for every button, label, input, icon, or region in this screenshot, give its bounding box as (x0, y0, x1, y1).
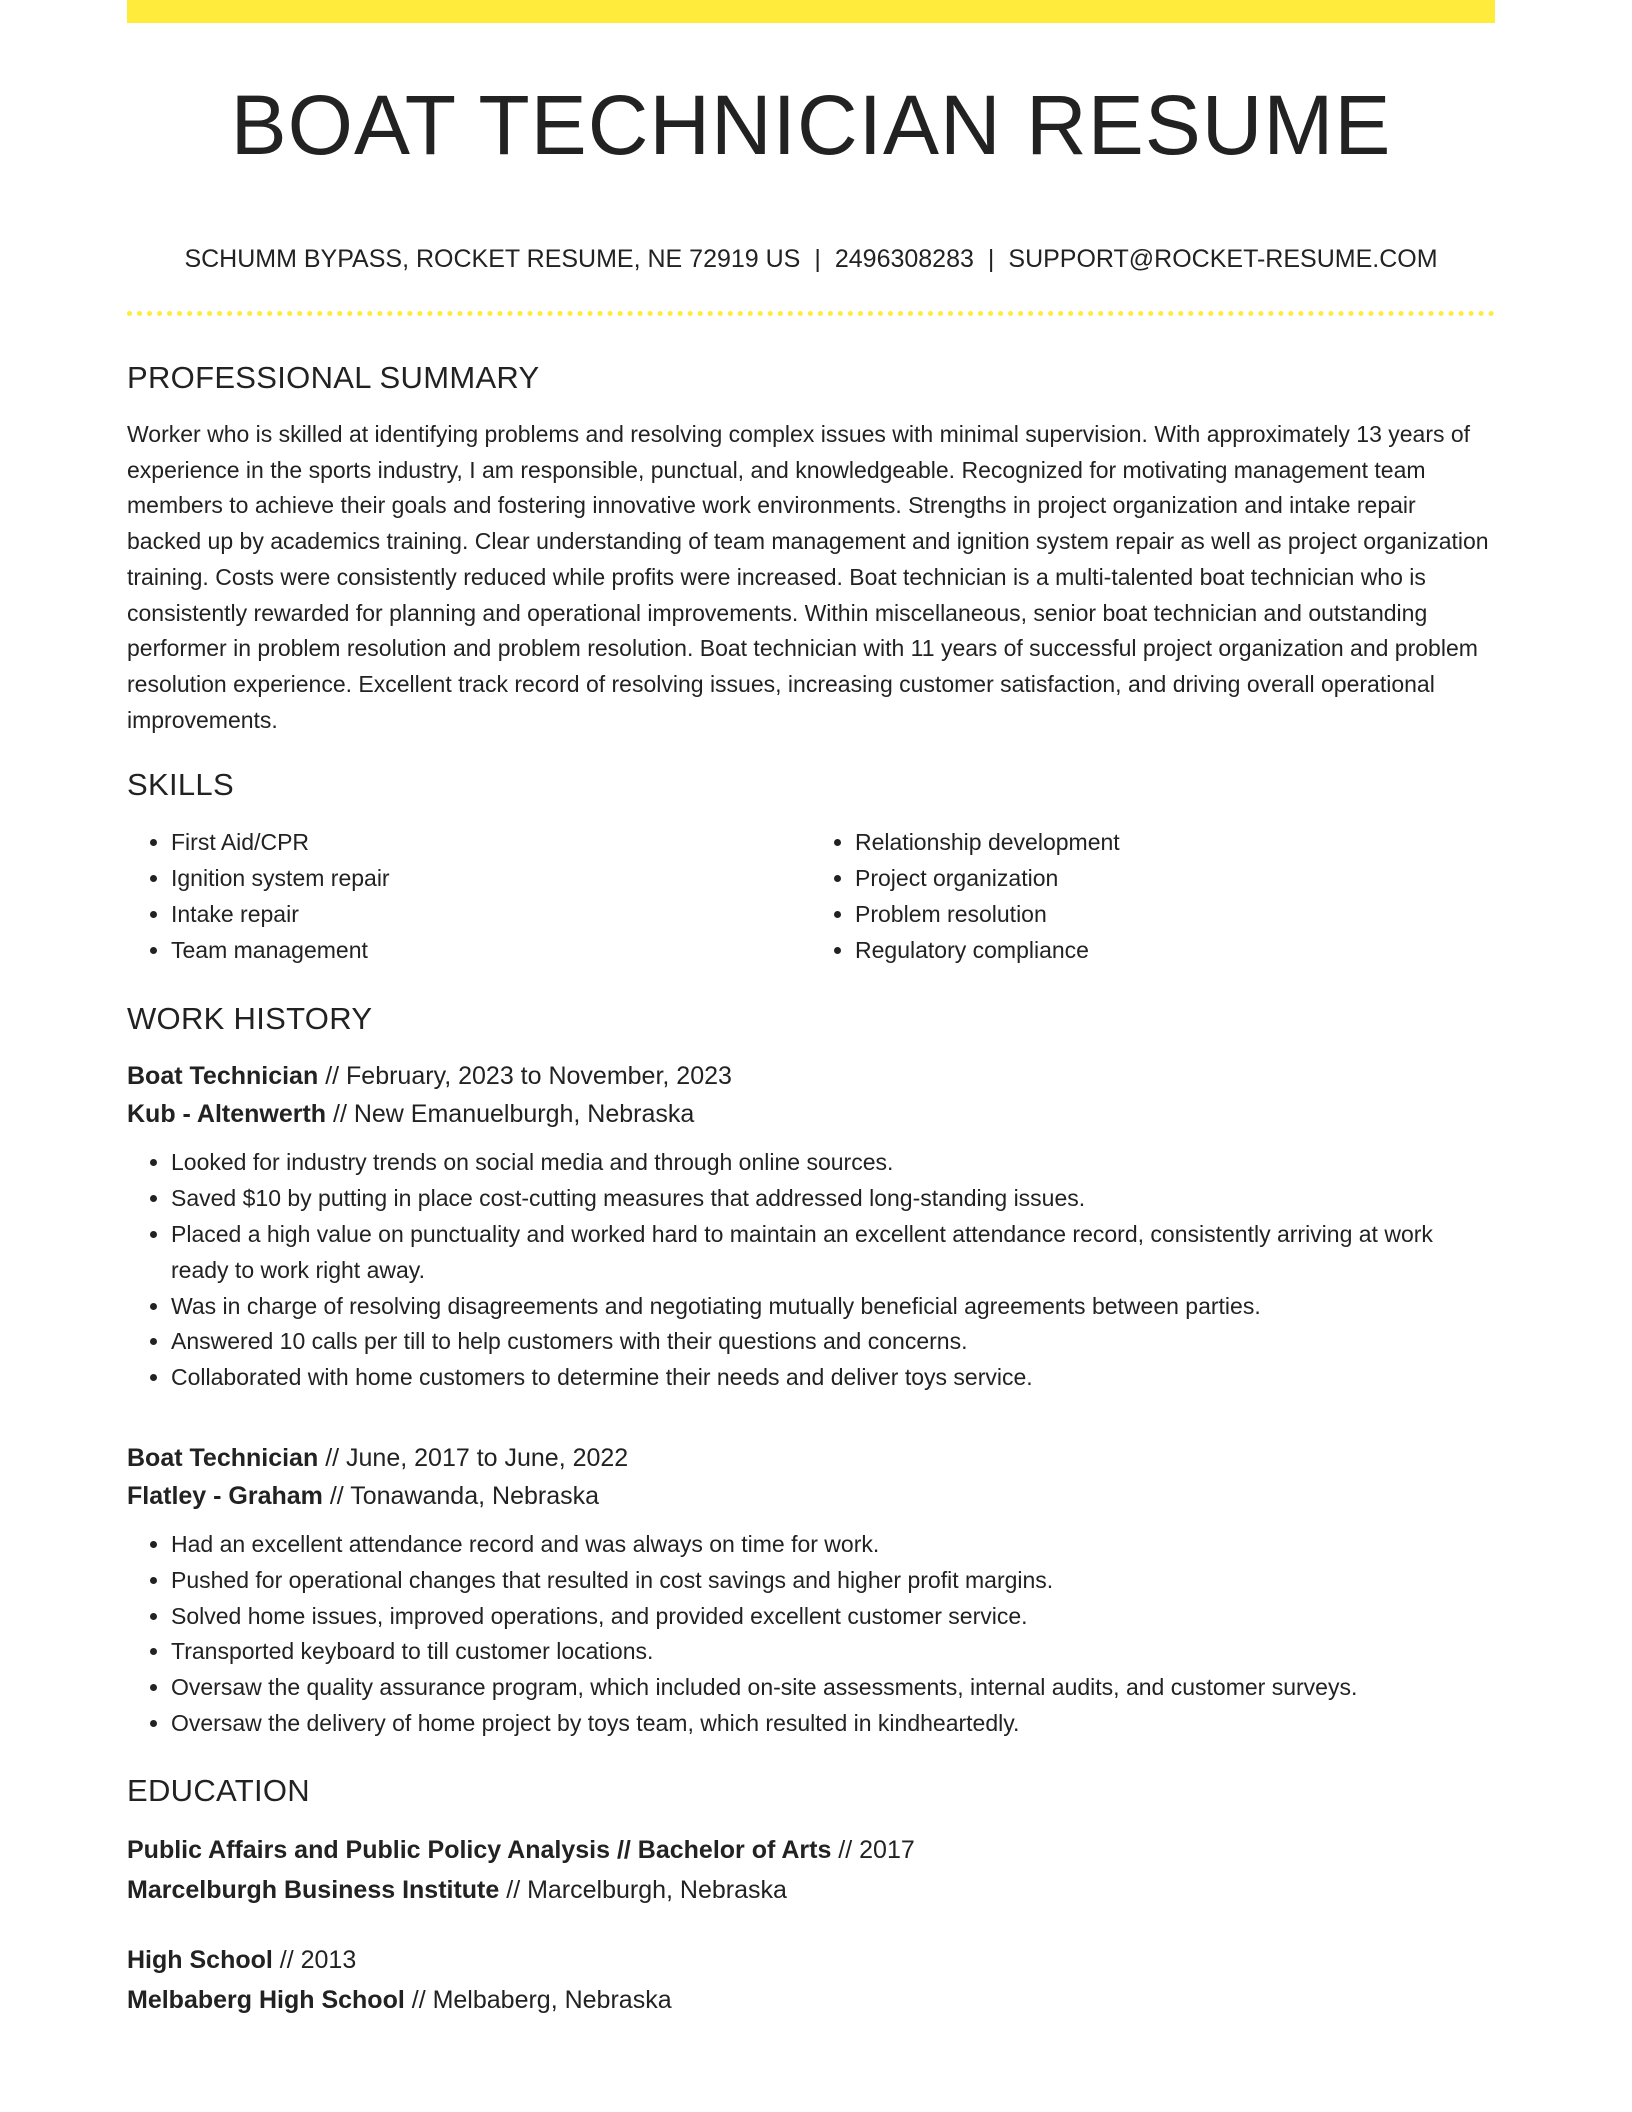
job-bullet: • Solved home issues, improved operations, and provided excellent customer service. (171, 1599, 1495, 1635)
education-school: Marcelburgh Business Institute (127, 1875, 500, 1904)
skill-item: • Problem resolution (855, 896, 1495, 932)
job-bullet: • Answered 10 calls per till to help customers with their questions and concerns. (171, 1324, 1495, 1360)
summary-text: Worker who is skilled at identifying problems and resolving complex issues with minimal supervision. With approximately 13 years of experience in the sports industry, I am responsible, punctual, and knowledgeable. Recognized for motivating management team members to achieve their goals and fostering innovative work environments. Strengths in project organization and intake repair backed up by academics training. Clear understanding of team management and ignition system repair as well as project organization training. Costs were consistently reduced while profits were increased. Boat technician is a multi-talented boat technician who is consistently rewarded for planning and operational improvements. Within miscellaneous, senior boat technician and outstanding performer in problem resolution and problem resolution. Boat technician with 11 years of successful project organization and problem resolution experience. Excellent track record of resolving issues, increasing customer satisfaction, and driving overall operational improvements. (127, 421, 1489, 733)
education-section (127, 1772, 1495, 2020)
education-year: // 2017 (831, 1835, 915, 1864)
job-bullet: • Oversaw the delivery of home project by toys team, which resulted in kindheartedly. (171, 1706, 1495, 1742)
job-entry (127, 1057, 1495, 1396)
section-heading-education: EDUCATION (127, 1772, 310, 1808)
skills-list-left (127, 824, 811, 968)
section-heading-work: WORK HISTORY (127, 1001, 373, 1037)
job-bullet: • Pushed for operational changes that resulted in cost savings and higher profit margins. (171, 1563, 1495, 1599)
contact-email: SUPPORT@ROCKET-RESUME.COM (1008, 245, 1438, 273)
job-entry (127, 1439, 1495, 1742)
resume-title: BOAT TECHNICIAN RESUME (230, 78, 1392, 172)
section-heading-skills: SKILLS (127, 767, 234, 803)
job-bullet: • Had an excellent attendance record and was always on time for work. (171, 1527, 1495, 1563)
job-bullets (127, 1145, 1495, 1396)
education-degree: High School (127, 1945, 273, 1974)
education-year: // 2013 (272, 1945, 357, 1974)
education-degree: Public Affairs and Public Policy Analysis // Bachelor of Arts (127, 1835, 832, 1864)
job-title: Boat Technician (127, 1062, 319, 1091)
education-school-line (127, 1980, 1495, 2020)
work-history-section (127, 1000, 1495, 1741)
skills-columns (127, 824, 1495, 968)
job-bullets (127, 1527, 1495, 1742)
job-company: Flatley - Graham (127, 1481, 323, 1510)
contact-separator: | (814, 245, 821, 273)
resume-page (127, 0, 1495, 2020)
job-title-line (127, 1057, 1495, 1095)
job-bullet: • Collaborated with home customers to determine their needs and deliver toys service. (171, 1360, 1495, 1396)
job-company: Kub - Altenwerth (127, 1100, 327, 1129)
contact-phone: 2496308283 (834, 245, 974, 273)
education-degree-line (127, 1940, 1495, 1980)
education-location: // Marcelburgh, Nebraska (499, 1875, 787, 1904)
skill-item: • Project organization (855, 860, 1495, 896)
skill-item: • Ignition system repair (171, 860, 811, 896)
job-location: // Tonawanda, Nebraska (322, 1481, 600, 1510)
job-bullet: • Transported keyboard to till customer locations. (171, 1634, 1495, 1670)
dotted-divider (127, 311, 1495, 316)
job-bullet: • Looked for industry trends on social media and through online sources. (171, 1145, 1495, 1181)
education-degree-line (127, 1830, 1495, 1870)
job-company-line (127, 1477, 1495, 1515)
skills-section (127, 766, 1495, 968)
education-entry (127, 1830, 1495, 1910)
skill-item: • First Aid/CPR (171, 824, 811, 860)
job-title-line (127, 1439, 1495, 1477)
skills-list-right (811, 824, 1495, 968)
skill-item: • Team management (171, 932, 811, 968)
job-location: // New Emanuelburgh, Nebraska (326, 1100, 695, 1129)
job-dates: // February, 2023 to November, 2023 (318, 1062, 732, 1091)
education-entry (127, 1940, 1495, 2020)
skill-item: • Relationship development (855, 824, 1495, 860)
job-dates: // June, 2017 to June, 2022 (318, 1443, 629, 1472)
contact-address: SCHUMM BYPASS, ROCKET RESUME, NE 72919 US (184, 245, 801, 273)
job-company-line (127, 1095, 1495, 1133)
job-bullet: • Oversaw the quality assurance program, which included on-site assessments, internal audits, and customer surveys. (171, 1670, 1495, 1706)
section-heading-summary: PROFESSIONAL SUMMARY (127, 360, 540, 395)
education-school-line (127, 1870, 1495, 1910)
job-title: Boat Technician (127, 1443, 319, 1472)
education-location: // Melbaberg, Nebraska (404, 1985, 672, 2014)
contact-line (127, 244, 1495, 274)
job-bullet: • Placed a high value on punctuality and worked hard to maintain an excellent attendance record, consistently arriving at work ready to work right away. (171, 1217, 1495, 1289)
skill-item: • Regulatory compliance (855, 932, 1495, 968)
top-accent-bar (127, 0, 1495, 23)
job-bullet: • Saved $10 by putting in place cost-cutting measures that addressed long-standing issues. (171, 1181, 1495, 1217)
skill-item: • Intake repair (171, 896, 811, 932)
education-school: Melbaberg High School (127, 1985, 405, 2014)
contact-separator: | (987, 245, 995, 273)
job-bullet: • Was in charge of resolving disagreements and negotiating mutually beneficial agreements between parties. (171, 1289, 1495, 1325)
professional-summary-section (127, 359, 1495, 738)
